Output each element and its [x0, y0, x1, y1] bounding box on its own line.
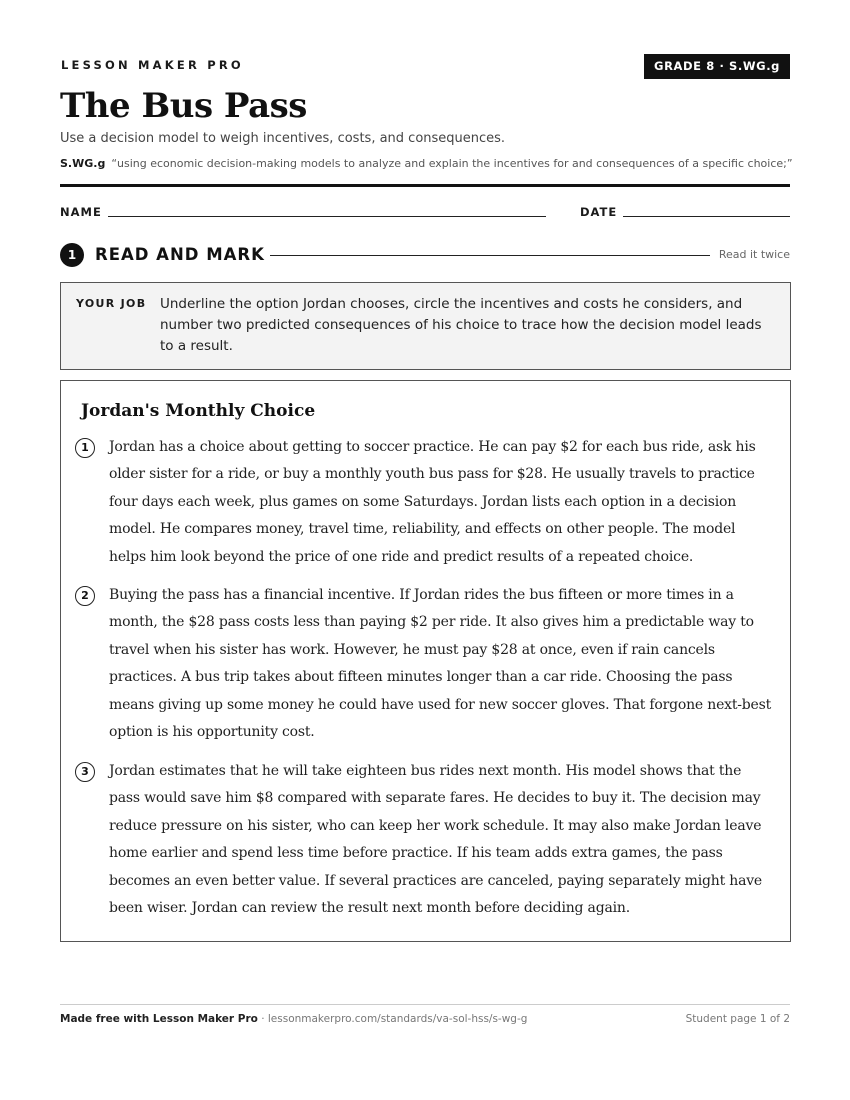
paragraph-text: Jordan estimates that he will take eighteen bus rides next month. His model shows that the pass would save him $8 compared with separate fares. He decides to buy it. The decision may reduce pressure on his sister, who can keep her work schedule. It may also make Jordan leave home earlier and spend less time before practice. If his team adds extra games, the pass becomes an even better value. If several practices are canceled, paying separately might have been wiser. Jordan can review the result next month before deciding again.: [109, 763, 763, 917]
standard-text: “using economic decision-making models to analyze and explain the incentives for and consequences of a specific choice;”: [111, 157, 793, 170]
section-divider: [270, 255, 710, 256]
paragraph-number-badge: 3: [75, 762, 95, 782]
paragraph-text: Jordan has a choice about getting to soccer practice. He can pay $2 for each bus ride, ask his older sister for a ride, or buy a monthly youth bus pass for $28. He usually travels to practice four days each week, plus games on some Saturdays. Jordan lists each option in a decision model. He compares money, travel time, reliability, and effects on other people. The model helps him look beyond the price of one ride and predict results of a repeated choice.: [109, 439, 756, 565]
paragraph-number-badge: 2: [75, 586, 95, 606]
grade-badge: GRADE 8 · S.WG.g: [644, 54, 790, 79]
paragraph-number-badge: 1: [75, 438, 95, 458]
footer-divider: [60, 1004, 790, 1005]
name-field-line[interactable]: [108, 216, 546, 217]
your-job-box: [60, 282, 791, 370]
page-title: The Bus Pass: [60, 86, 307, 126]
standard-code: S.WG.g: [60, 157, 106, 170]
section-note: Read it twice: [718, 248, 790, 261]
header-divider: [60, 184, 790, 187]
standard-line: [60, 157, 793, 170]
your-job-label: YOUR JOB: [76, 297, 147, 310]
reading-passage: [60, 380, 791, 942]
paragraph-text: Buying the pass has a financial incentive. If Jordan rides the bus fifteen or more times in a month, the $28 pass costs less than paying $2 per ride. It also gives him a predictable way to travel when his sister has work. However, he must pay $28 at once, even if rain cancels practices. A bus trip takes about fifteen minutes longer than a car ride. Choosing the pass means giving up some money he could have used for new soccer gloves. That forgone next-best option is his opportunity cost.: [109, 587, 772, 741]
footer-credit: [60, 1013, 527, 1025]
footer-maker: Made free with Lesson Maker Pro: [60, 1013, 258, 1025]
page-subtitle: Use a decision model to weigh incentives, costs, and consequences.: [60, 131, 506, 146]
your-job-instructions: Underline the option Jordan chooses, circle the incentives and costs he considers, and number two predicted consequences of his choice to trace how the decision model leads to a result.: [160, 296, 762, 354]
name-label: NAME: [60, 205, 102, 219]
brand-name: LESSON MAKER PRO: [61, 58, 244, 72]
section-number-badge: 1: [60, 243, 84, 267]
date-label: DATE: [580, 205, 618, 219]
date-field-line[interactable]: [623, 216, 790, 217]
footer-url: · lessonmakerpro.com/standards/va-sol-hss/s-wg-g: [257, 1013, 528, 1025]
section-title: READ AND MARK: [95, 245, 265, 264]
passage-title: Jordan's Monthly Choice: [81, 401, 316, 421]
footer-page-number: Student page 1 of 2: [685, 1013, 790, 1025]
